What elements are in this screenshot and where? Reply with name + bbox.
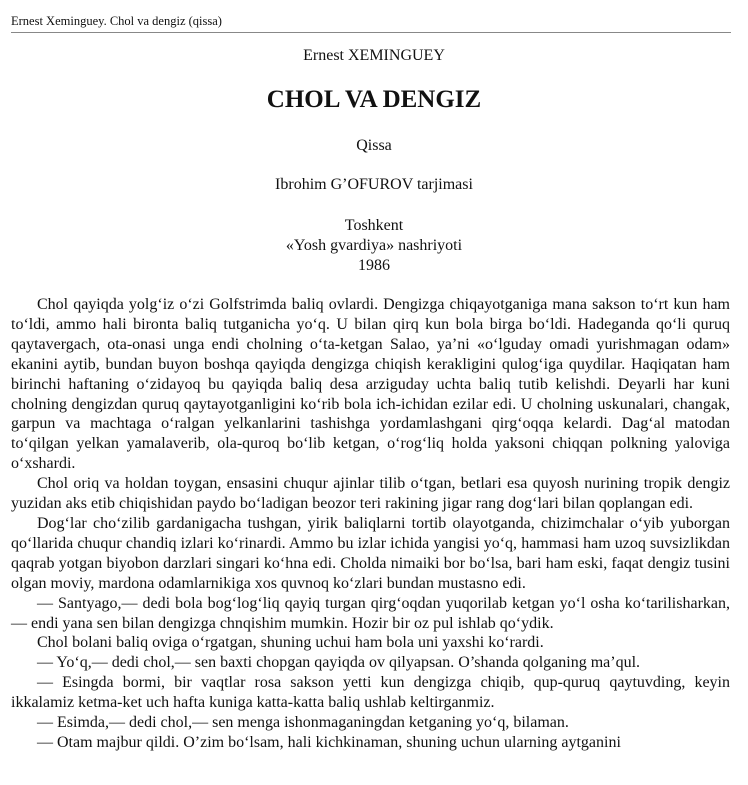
publication-city: Toshkent — [344, 217, 404, 234]
publication-year: 1986 — [358, 257, 390, 274]
paragraph: — Esimda,— dedi chol,— sen menga ishonmaganingdan ketganing yo‘q, bilaman. — [37, 714, 569, 732]
paragraph: — Esingda bormi, bir vaqtlar rosa sakson yetti kun dengizga chiqib, qup-quruq qaytuvding, keyin ikkalamiz ketma-ket uch hafta kuniga katta-katta baliq ushlab keltirganmiz. — [11, 674, 730, 712]
paragraph: — Santyago,— dedi bola bog‘log‘liq qayiq turgan qirg‘oqdan yuqorilab ketgan yo‘l osha ko‘tarilisharkan,— endi yana sen bilan dengizga chnqishim mumkin. Hozir bir oz pul ishlab qo‘ydik. — [11, 594, 730, 632]
author-name: Ernest XEMINGUEY — [303, 47, 445, 64]
paragraph: Chol bolani baliq oviga o‘rgatgan, shuning uchui ham bola uni yaxshi ko‘rardi. — [37, 634, 544, 652]
genre: Qissa — [356, 137, 392, 154]
paragraph: Dog‘lar cho‘zilib gardanigacha tushgan, yirik baliqlarni tortib olayotganda, chizimchalar o‘yib yuborgan qo‘llarida chuqur chandiq izlari ko‘rinardi. Ammo bu izlar ichida yangisi yo‘q, hammasi ham uzoq suvsizlikdan qaqrab yotgan biyobon darzlari singari ko‘hna edi. Cholda nimaiki bor bo‘lsa, bari ham eski, faqat dengiz tusini olgan moviy, mardona odamlarnikiga xos quvnoq ko‘zlari bundan mustasno edi. — [11, 514, 730, 592]
paragraph: Chol qayiqda yolg‘iz o‘zi Golfstrimda baliq ovlardi. Dengizga chiqayotganiga mana sakson to‘rt kun ham to‘ldi, ammo hali bironta baliq tutganicha yo‘q. U bilan qirq kun bola birga bo‘ldi. Hadeganda qo‘li quruq qaytavergach, ota-onasi unga endi cholning o‘ta-ketgan Salao, ya’ni «o‘lguday omadi yurishmagan odam» ekanini aytib, bundan buyon boshqa qayiqda dengizga chiqish kerakligini qulog‘iga quydilar. Haqiqatan ham birinchi haftaning o‘zidayoq bu qayiqda baliq desa arziguday uchta baliq tutib kelishdi. Deyarli har kuni cholning dengizdan quruq qaytayotganligini ko‘rib bola ich-ichidan ezilar edi. U cholning uskunalari, changak, garpun va machtaga o‘ralgan yelkanlarini tashishga yordamlashgani qirg‘oqqa kelardi. Dag‘al matodan to‘qilgan yelkan yamalaverib, ola-quroq bo‘lib ketgan, o‘rog‘liq holda yaksoni chiqqan polkning yaloviga o‘xshardi. — [11, 296, 730, 473]
body-text — [11, 295, 730, 753]
header-divider — [11, 32, 731, 33]
paragraph: Chol oriq va holdan toygan, ensasini chuqur ajinlar tilib o‘tgan, betlari esa quyosh nurining tropik dengiz yuzidan aks etib chiqishidan paydo bo‘ladigan beozor teri rakining jigar rang dog‘lari bilan qoplangan edi. — [11, 475, 730, 513]
translator-credit: Ibrohim G’OFUROV tarjimasi — [275, 176, 473, 193]
running-header: Ernest Xeminguey. Chol va dengiz (qissa) — [11, 14, 222, 28]
publisher: «Yosh gvardiya» nashriyoti — [285, 237, 463, 254]
paragraph: — Yo‘q,— dedi chol,— sen baxti chopgan qayiqda ov qilyapsan. O’shanda qolganing ma’qul. — [37, 654, 641, 672]
book-title: CHOL VA DENGIZ — [266, 86, 482, 113]
paragraph: — Otam majbur qildi. O’zim bo‘lsam, hali kichkinaman, shuning uchun ularning aytganini — [37, 733, 621, 751]
